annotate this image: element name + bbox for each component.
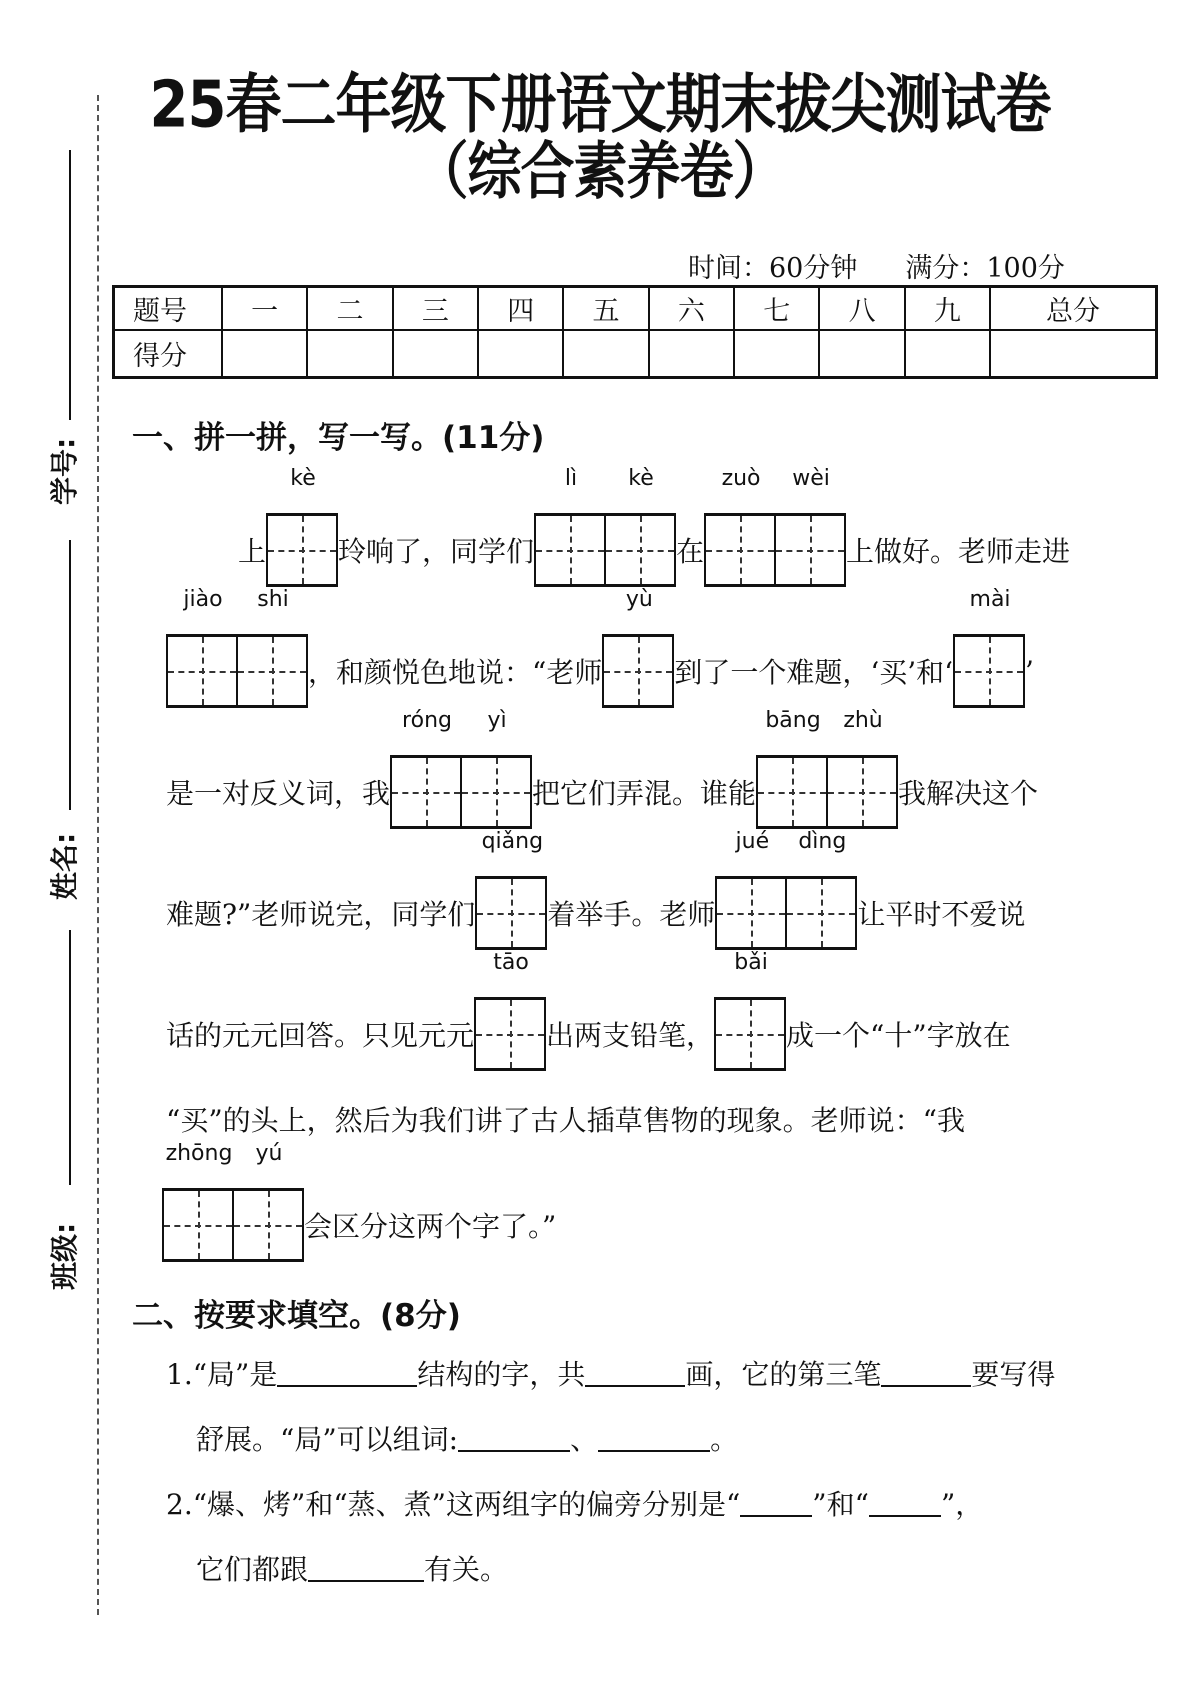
passage-text: 把它们弄混。谁能 — [532, 777, 757, 810]
tianzige-box[interactable] — [266, 466, 338, 587]
tianzige-box[interactable] — [756, 708, 898, 829]
score-cell[interactable] — [563, 330, 648, 378]
answer-blank[interactable] — [740, 1489, 812, 1517]
passage-text: 是一对反义词，我 — [166, 777, 391, 810]
header-cell: 八 — [819, 287, 904, 331]
question-text: 结构的字，共 — [417, 1358, 586, 1391]
writing-cell[interactable] — [604, 637, 674, 705]
writing-cell[interactable] — [787, 879, 857, 947]
score-table-score-row — [114, 330, 1157, 378]
score-cell[interactable] — [222, 330, 307, 378]
passage-text: 话的元元回答。只见元元 — [166, 1019, 475, 1052]
passage-text: 玲响了，同学们 — [338, 535, 535, 568]
q1-line-1 — [166, 1336, 1055, 1410]
pinyin: jué — [735, 829, 770, 854]
pinyin: shi — [257, 587, 289, 612]
passage-text: 出两支铅笔， — [546, 1019, 715, 1052]
passage-text: ’ — [1025, 654, 1034, 688]
header-cell: 七 — [734, 287, 819, 331]
q2-line-1 — [166, 1466, 983, 1540]
question-text: 。 — [710, 1423, 739, 1456]
header-cell: 四 — [478, 287, 563, 331]
pinyin: tāo — [493, 950, 529, 975]
passage-text: 上做好。老师走进 — [846, 535, 1071, 568]
score-table — [112, 285, 1158, 379]
pinyin: mài — [969, 587, 1011, 612]
tianzige-box[interactable] — [714, 950, 786, 1071]
writing-cell[interactable] — [392, 758, 462, 826]
q2-line-2 — [196, 1531, 508, 1605]
section-2-title: 二、按要求填空。(8分) — [132, 1298, 461, 1334]
header-cell: 三 — [393, 287, 478, 331]
passage-line-7 — [162, 1141, 557, 1262]
exam-time: 时间：60分钟 — [688, 253, 858, 284]
header-cell: 九 — [905, 287, 990, 331]
passage-line-5 — [166, 950, 1011, 1071]
tianzige-box[interactable] — [534, 466, 676, 587]
passage-text: 我解决这个 — [898, 777, 1039, 810]
tianzige-box[interactable] — [704, 466, 846, 587]
answer-blank[interactable] — [881, 1359, 971, 1387]
question-text: 、 — [570, 1423, 599, 1456]
pinyin: yì — [487, 708, 507, 733]
pinyin: kè — [628, 466, 654, 491]
writing-cell[interactable] — [717, 879, 787, 947]
tianzige-box[interactable] — [602, 587, 674, 708]
writing-cell[interactable] — [536, 516, 606, 584]
pinyin: jiào — [183, 587, 223, 612]
question-text: 画，它的第三笔 — [685, 1358, 882, 1391]
header-cell: 一 — [222, 287, 307, 331]
passage-line-4 — [166, 829, 1026, 950]
passage-text: ，和颜悦色地说：“老师 — [308, 656, 603, 689]
tianzige-box[interactable] — [475, 829, 547, 950]
answer-blank[interactable] — [869, 1489, 941, 1517]
pinyin: yù — [625, 587, 653, 612]
student-id-field-line[interactable] — [69, 150, 71, 420]
writing-cell[interactable] — [268, 516, 338, 584]
score-cell[interactable] — [393, 330, 478, 378]
answer-blank[interactable] — [277, 1359, 417, 1387]
writing-cell[interactable] — [716, 1000, 786, 1068]
tianzige-box[interactable] — [715, 829, 857, 950]
passage-text: 上 — [238, 535, 267, 568]
writing-cell[interactable] — [477, 879, 547, 947]
score-cell[interactable] — [734, 330, 819, 378]
class-field-line[interactable] — [69, 930, 71, 1185]
score-cell[interactable] — [649, 330, 734, 378]
writing-cell[interactable] — [476, 1000, 546, 1068]
writing-cell[interactable] — [462, 758, 532, 826]
question-text: 要写得 — [971, 1358, 1056, 1391]
writing-cell[interactable] — [164, 1191, 234, 1259]
writing-cell[interactable] — [706, 516, 776, 584]
name-field-line[interactable] — [69, 540, 71, 810]
tianzige-box[interactable] — [474, 950, 546, 1071]
header-cell: 题号 — [114, 287, 223, 331]
section-1-title: 一、拼一拼，写一写。(11分) — [132, 420, 545, 456]
header-cell: 二 — [307, 287, 392, 331]
score-cell[interactable] — [819, 330, 904, 378]
pinyin: kè — [290, 466, 316, 491]
score-cell[interactable] — [990, 330, 1156, 378]
name-label: 姓名: — [48, 832, 81, 900]
passage-line-3 — [166, 708, 1039, 829]
answer-blank[interactable] — [585, 1359, 685, 1387]
answer-blank[interactable] — [458, 1424, 570, 1452]
writing-cell[interactable] — [606, 516, 676, 584]
student-id-label: 学号: — [48, 437, 81, 505]
pinyin: wèi — [792, 466, 830, 491]
score-cell[interactable] — [905, 330, 990, 378]
cut-dashed-line — [97, 95, 99, 1615]
writing-cell[interactable] — [758, 758, 828, 826]
page-title: 25春二年级下册语文期末拔尖测试卷 — [149, 67, 1051, 143]
score-cell[interactable] — [307, 330, 392, 378]
passage-text: 成一个“十”字放在 — [786, 1019, 1011, 1052]
pinyin: yú — [255, 1141, 283, 1166]
pinyin: bǎi — [734, 950, 768, 975]
writing-cell[interactable] — [168, 637, 238, 705]
passage-text: 让平时不爱说 — [857, 898, 1026, 931]
writing-cell[interactable] — [828, 758, 898, 826]
passage-text: 会区分这两个字了。” — [304, 1210, 557, 1243]
tianzige-box[interactable] — [390, 708, 532, 829]
score-row-label: 得分 — [114, 330, 223, 378]
exam-full-score: 满分：100分 — [905, 253, 1065, 284]
passage-text: 到了一个难题，‘买’和‘ — [674, 656, 954, 689]
header-cell: 总分 — [990, 287, 1156, 331]
pinyin: róng — [402, 708, 452, 733]
header-cell: 五 — [563, 287, 648, 331]
writing-cell[interactable] — [234, 1191, 304, 1259]
passage-text: 难题?”老师说完，同学们 — [166, 898, 476, 931]
question-text: 舒展。“局”可以组词: — [196, 1423, 459, 1456]
score-table-header-row — [114, 287, 1157, 331]
passage-text: 在 — [676, 535, 705, 568]
page-subtitle: （综合素养卷） — [414, 134, 786, 208]
writing-cell[interactable] — [955, 637, 1025, 705]
pinyin: lì — [564, 466, 578, 491]
question-text: ”， — [940, 1488, 984, 1521]
header-cell: 六 — [649, 287, 734, 331]
tianzige-box[interactable] — [953, 587, 1025, 708]
tianzige-box[interactable] — [166, 587, 308, 708]
class-label: 班级: — [48, 1222, 81, 1290]
tianzige-box[interactable] — [162, 1141, 304, 1262]
pinyin: dìng — [798, 829, 847, 854]
answer-blank[interactable] — [598, 1424, 710, 1452]
exam-meta — [688, 246, 1065, 285]
score-cell[interactable] — [478, 330, 563, 378]
writing-cell[interactable] — [776, 516, 846, 584]
answer-blank[interactable] — [308, 1554, 424, 1582]
question-text: 有关。 — [424, 1553, 509, 1586]
pinyin: bāng — [765, 708, 821, 733]
pinyin: zhù — [843, 708, 883, 733]
pinyin: zhōng — [165, 1141, 233, 1166]
q1-line-2 — [196, 1401, 738, 1475]
question-text: 1.“局”是 — [166, 1358, 278, 1391]
passage-line-1 — [238, 466, 1071, 587]
question-text: ”和“ — [812, 1488, 869, 1521]
question-text: 2.“爆、烤”和“蒸、煮”这两组字的偏旁分别是“ — [166, 1488, 741, 1521]
passage-text: 着举手。老师 — [547, 898, 716, 931]
question-text: 它们都跟 — [196, 1553, 309, 1586]
pinyin: qiǎng — [481, 829, 544, 854]
passage-text: “买”的头上，然后为我们讲了古人插草售物的现象。老师说：“我 — [166, 1104, 965, 1137]
writing-cell[interactable] — [238, 637, 308, 705]
pinyin: zuò — [721, 466, 761, 491]
passage-line-2 — [166, 587, 1034, 708]
